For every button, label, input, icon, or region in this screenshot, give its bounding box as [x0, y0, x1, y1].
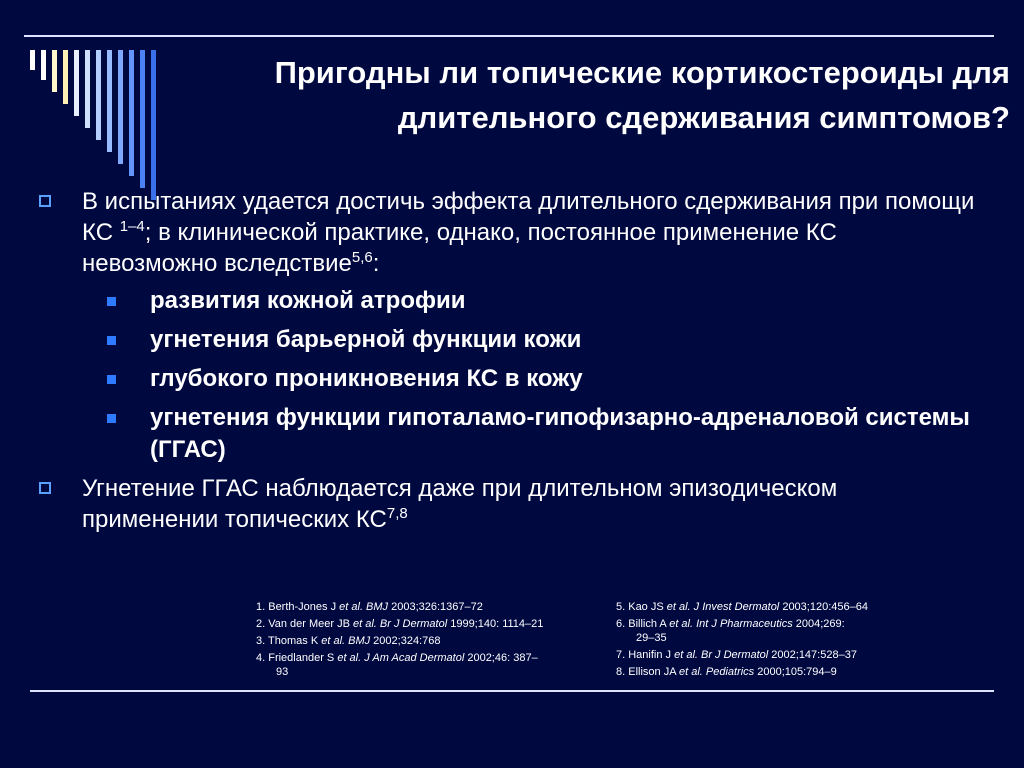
- sub-bullet-hpa-axis: [102, 402, 976, 466]
- slide-title: [130, 50, 1010, 140]
- bottom-divider: [30, 690, 994, 692]
- sub-bullet-text: угнетения функции гипоталамо-гипофизарно-адреналовой системы (ГГАС): [150, 404, 970, 463]
- sub-bullet-penetration: [102, 363, 976, 395]
- bullet-trials-text-c: :: [372, 250, 380, 277]
- reference-item: 7. Hanifin J et al. Br J Dermatol 2002;147:528–37: [616, 649, 857, 661]
- hollow-square-bullet-icon: [39, 482, 51, 494]
- bullet-hpa-text: Угнетение ГГАС наблюдается даже при длительном эпизодическом применении топических КС: [82, 475, 838, 533]
- sub-bullet-text: угнетения барьерной функции кожи: [150, 326, 582, 353]
- reference-item: 5. Kao JS et al. J Invest Dermatol 2003;120:456–64: [616, 601, 868, 613]
- sub-bullet-text: развития кожной атрофии: [150, 287, 466, 314]
- citation-1-4: 1–4: [119, 218, 145, 235]
- reference-item: 2. Van der Meer JB et al. Br J Dermatol 1999;140: 1114–21: [256, 618, 544, 630]
- bullet-hpa-suppression: [36, 473, 976, 535]
- reference-item: 1. Berth-Jones J et al. BMJ 2003;326:1367–72: [256, 601, 483, 613]
- filled-square-bullet-icon: [107, 336, 116, 345]
- bullet-trials: [36, 186, 976, 279]
- filled-square-bullet-icon: [107, 297, 116, 306]
- sub-bullet-text: глубокого проникновения КС в кожу: [150, 365, 583, 392]
- references-right: [616, 600, 906, 682]
- references-left: [256, 600, 596, 682]
- filled-square-bullet-icon: [107, 375, 116, 384]
- sub-bullet-atrophy: [102, 285, 976, 317]
- reference-item: 8. Ellison JA et al. Pediatrics 2000;105:794–9: [616, 666, 837, 678]
- citation-5-6: 5,6: [351, 249, 373, 266]
- filled-square-bullet-icon: [107, 414, 116, 423]
- bullet-trials-text-b: ; в клинической практике, однако, постоянное применение КС невозможно вследствие: [82, 219, 837, 277]
- slide-body: [36, 186, 976, 541]
- sub-bullet-barrier: [102, 324, 976, 356]
- sub-bullet-list: [102, 285, 976, 466]
- bullet-trials-text-a: В испытаниях удается достичь эффекта длительного сдерживания при помощи КС: [82, 188, 975, 246]
- title-line-2: длительного сдерживания симптомов?: [397, 100, 1010, 135]
- reference-item: 6. Billich A et al. Int J Pharmaceutics 2004;269: 29–35: [616, 618, 845, 644]
- reference-item: 3. Thomas K et al. BMJ 2002;324:768: [256, 635, 441, 647]
- citation-7-8: 7,8: [386, 505, 408, 522]
- hollow-square-bullet-icon: [39, 195, 51, 207]
- reference-item: 4. Friedlander S et al. J Am Acad Dermatol 2002;46: 387– 93: [256, 652, 538, 678]
- title-line-1: Пригодны ли топические кортикостероиды для: [130, 50, 1010, 95]
